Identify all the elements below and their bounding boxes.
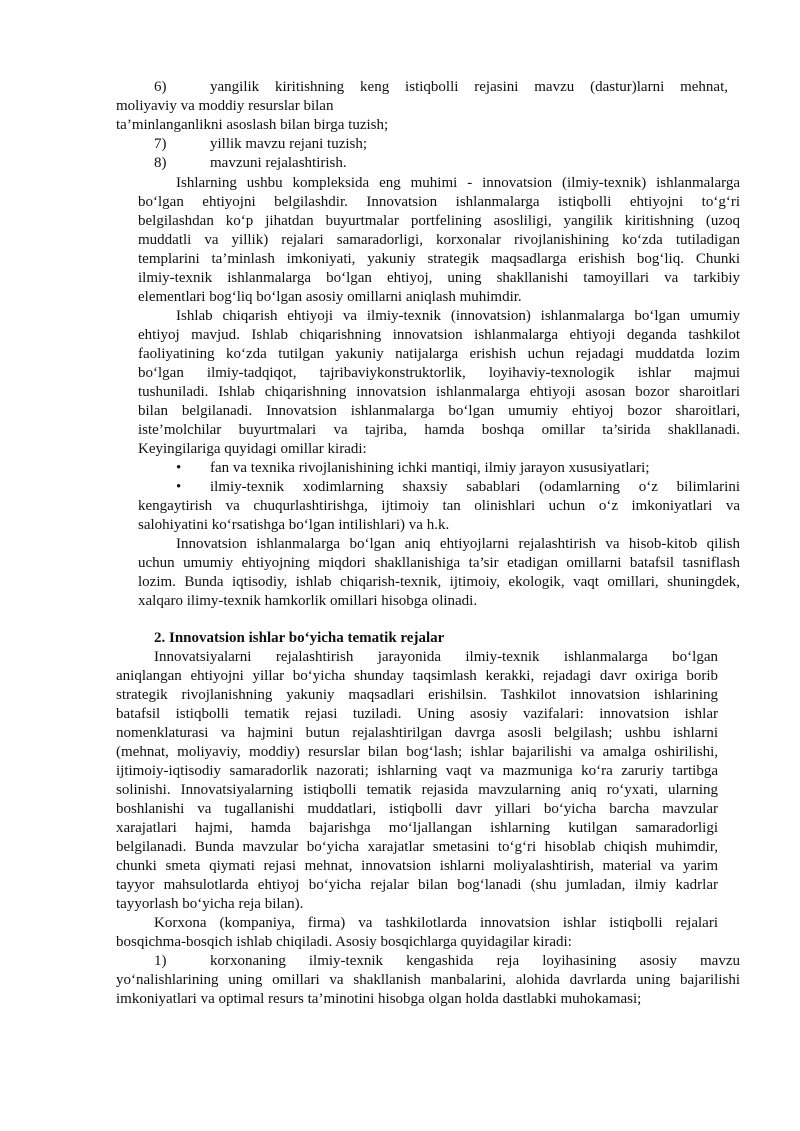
paragraph-line: elementlari bog‘liq bo‘lgan asosiy omillarni aniqlash muhimdir. [138,289,522,305]
paragraph-line: solinishi. Innovatsiyalarning istiqbolli tematik rejasida mavzularning aniq ro‘yxati, ularning [116,782,718,798]
list-item-text: yo‘nalishlarining uning omillari va shakllanish manbalarini, alohida davrlarda uning bajarilishi [116,972,740,988]
paragraph-line: uchun umumiy ehtiyojning miqdori shakllanishiga ta’sir etadigan omillarni batafsil tasniflash [138,555,740,571]
bullet-text: kengaytirish va chuqurlashtirishga, ijtimoiy tan olinishlari uchun o‘z imkoniyatlari va [138,498,740,514]
paragraph-line: strategik rivojlanishning yakuniy maqsadlari erishilsin. Tashkilot innovatsion ishlarining [116,687,718,703]
paragraph-line: tushuniladi. Ishlab chiqarishning innovatsion ishlanmalarga ehtiyoji asosan bozor sharoitlari [138,384,740,400]
list-number: 1) [154,953,167,969]
paragraph-line: iste’molchilar buyurtmalari va tajriba, hamda boshqa omillar ta’sirida shakllanadi. [138,422,740,438]
paragraph-line: ilmiy-texnik ishlanmalarga bo‘lgan ehtiyoj, uning shakllanishi tamoyillari va tarkibiy [138,270,740,286]
paragraph-line: ijtimoiy-iqtisodiy samaradorlik nazorati; ishlarning vaqt va mazmuniga ko‘ra zaruriy tartibga [116,763,718,779]
paragraph-line: bosqichma-bosqich ishlab chiqiladi. Asosiy bosqichlarga quyidagilar kiradi: [116,934,572,950]
paragraph-line: muddatli va yillik) rejalari samaradorligi, korxonalar rivojlanishining ko‘zda tutiladigan [138,232,740,248]
paragraph-line: lozim. Bunda iqtisodiy, ishlab chiqarish-texnik, ijtimoiy, ekologik, vaqt omillari, shuningdek, [138,574,740,590]
bullet-text: salohiyatini ko‘rsatishga bo‘lgan intilishlari) va h.k. [138,517,450,533]
paragraph-line: Korxona (kompaniya, firma) va tashkilotlarda innovatsion ishlar istiqbolli rejalari [154,915,718,931]
paragraph-line: belgilanadi. Bunda mavzular bo‘yicha xarajatlar smetasini to‘g‘ri hisoblab chiqish muhimdir, [116,839,718,855]
paragraph-line: ehtiyoj mavjud. Ishlab chiqarishning innovatsion ishlanmalarga ehtiyoji deganda tashkilot [138,327,740,343]
paragraph-line: Innovatsion ishlanmalarga bo‘lgan aniq ehtiyojlarni rejalashtirish va hisob-kitob qilish [176,536,740,552]
list-item-text: yillik mavzu rejani tuzish; [210,136,368,152]
list-item-text: korxonaning ilmiy-texnik kengashida reja loyihasining asosiy mavzu [210,953,740,969]
paragraph-line: tayyorlash bo‘yicha reja bilan). [116,896,304,912]
paragraph-line: aniqlangan ehtiyojni yillar bo‘yicha shunday taqsimlash kerakki, rejadagi davr oxiriga borib [116,668,718,684]
paragraph-line: bo‘lgan ehtiyojni belgilashdir. Innovatsion ishlanmalarga istiqbolli ehtiyojni to‘g‘ri [138,194,740,210]
paragraph-line: faoliyatining ko‘zda tutilgan yakuniy natijalarga erishish uchun rejadagi muddatda lozim [138,346,740,362]
paragraph-line: bo‘lgan ilmiy-tadqiqot, tajribaviykonstruktorlik, loyihaviy-texnologik ishlar majmui [138,365,740,381]
list-item-text: yangilik kiritishning keng istiqbolli rejasini mavzu (dastur)larni mehnat, [210,79,728,95]
paragraph-line: xarajatlari hajmi, hamda bajarishga mo‘ljallangan ishlarning kutilgan samaradorligi [116,820,718,836]
list-item-text: moliyaviy va moddiy resurslar bilan [116,98,334,114]
paragraph-line: boshlanishi va tugallanishi muddatlari, istiqbolli davr yillari bo‘yicha barcha mavzular [116,801,718,817]
paragraph-line: batafsil istiqbolli tematik rejasi tuziladi. Uning asosiy vazifalari: innovatsion ishlar [116,706,718,722]
bullet-icon: • [176,479,182,495]
paragraph-line: Ishlab chiqarish ehtiyoji va ilmiy-texnik (innovatsion) ishlanmalarga bo‘lgan umumiy [176,308,740,324]
paragraph-line: xalqaro ilimy-texnik hamkorlik omillari hisobga olinadi. [138,593,478,609]
bullet-icon: • [176,460,182,476]
section-heading: 2. Innovatsion ishlar bo‘yicha tematik rejalar [154,630,445,646]
paragraph-line: chunki smeta qiymati rejasi mehnat, innovatsion ishlarni moliyalashtirish, material va yarim [116,858,718,874]
list-number: 8) [154,155,167,171]
paragraph-line: Keyingilariga quyidagi omillar kiradi: [138,441,367,457]
paragraph-line: templarini ta’minlash imkoniyati, yakuniy strategik maqsadlarga erishish bog‘liq. Chunki [138,251,740,267]
paragraph-line: belgilashdan ko‘p jihatdan buyurtmalar portfelining asosliligi, yangilik kiritishning (uzoq [138,213,740,229]
bullet-text: fan va texnika rivojlanishining ichki mantiqi, ilmiy jarayon xususiyatlari; [210,460,650,476]
list-item-text: ta’minlanganlikni asoslash bilan birga tuzish; [116,117,389,133]
bullet-text: ilmiy-texnik xodimlarning shaxsiy sabablari (odamlarning o‘z bilimlarini [210,479,740,495]
list-item-text: mavzuni rejalashtirish. [210,155,347,171]
paragraph-line: nomenklaturasi va hajmini butun rejalashtirilgan davrga asosli belgilash; ushbu ishlarni [116,725,718,741]
list-item-text: imkoniyatlari va optimal resurs ta’minotini hisobga olgan holda dastlabki muhokamasi; [116,991,642,1007]
paragraph-line: Innovatsiyalarni rejalashtirish jarayonida ilmiy-texnik ishlanmalarga bo‘lgan [154,649,718,665]
paragraph-line: Ishlarning ushbu kompleksida eng muhimi - innovatsion (ilmiy-texnik) ishlanmalarga [176,175,740,191]
paragraph-line: (mehnat, moliyaviy, moddiy) resurslar bilan bog‘lash; ishlar bajarilishi va amalga oshirilishi, [116,744,718,760]
paragraph-line: tayyor mahsulotlarda ehtiyoj bo‘yicha rejalar bilan bog‘lanadi (shu jumladan, ilmiy kadrlar [116,877,718,893]
list-number: 6) [154,79,167,95]
paragraph-line: bilan belgilanadi. Innovatsion ishlanmalarga bo‘lgan umumiy ehtiyoj bozor sharoitlari, [138,403,740,419]
list-number: 7) [154,136,167,152]
